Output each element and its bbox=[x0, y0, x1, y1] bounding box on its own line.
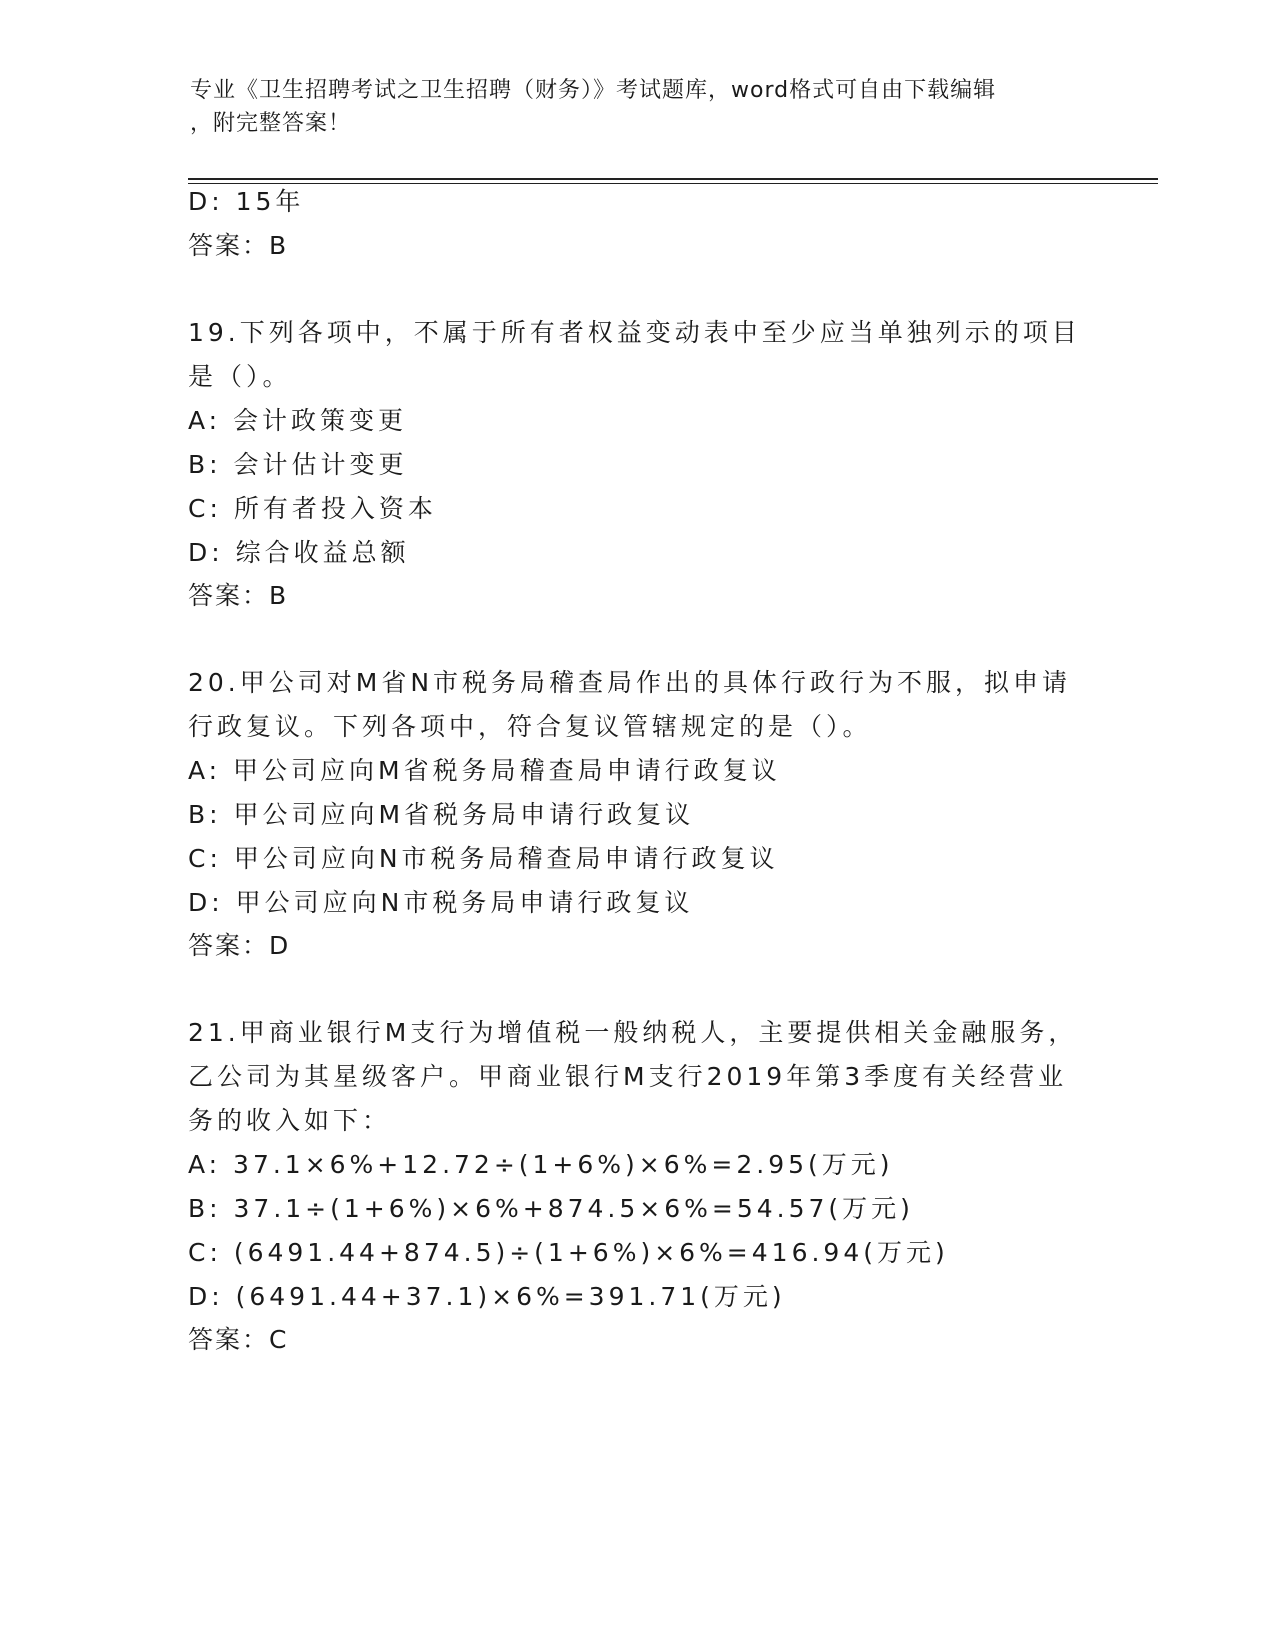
header-line-2: ，附完整答案！ bbox=[190, 111, 352, 136]
q21-stem-line-2: 乙公司为其星级客户。甲商业银行M支行2019年第3季度有关经营业 bbox=[188, 1062, 1068, 1091]
q19-stem-line-1: 19.下列各项中，不属于所有者权益变动表中至少应当单独列示的项目 bbox=[188, 318, 1081, 347]
q19-option-a: A: 会计政策变更 bbox=[188, 406, 408, 435]
q21-stem-line-3: 务的收入如下： bbox=[188, 1106, 392, 1135]
q20-stem-line-1: 20.甲公司对M省N市税务局稽查局作出的具体行政行为不服，拟申请 bbox=[188, 668, 1072, 697]
header-divider-thick bbox=[188, 178, 1158, 180]
q20-option-b: B: 甲公司应向M省税务局申请行政复议 bbox=[188, 800, 695, 829]
q19-option-b: B: 会计估计变更 bbox=[188, 450, 408, 479]
q20-option-d: D: 甲公司应向N市税务局申请行政复议 bbox=[188, 888, 694, 917]
q19-option-c: C: 所有者投入资本 bbox=[188, 494, 437, 523]
q18-answer: 答案：B bbox=[188, 231, 289, 260]
q18-option-d: D: 15年 bbox=[188, 187, 305, 216]
q19-stem-line-2: 是（）。 bbox=[188, 362, 292, 391]
document-header bbox=[190, 74, 1090, 140]
q21-option-d: D: (6491.44+37.1)×6%=391.71(万元) bbox=[188, 1282, 786, 1311]
q20-stem-line-2: 行政复议。下列各项中，符合复议管辖规定的是（）。 bbox=[188, 712, 872, 741]
q20-option-c: C: 甲公司应向N市税务局稽查局申请行政复议 bbox=[188, 844, 779, 873]
q21-option-a: A: 37.1×6%+12.72÷(1+6%)×6%=2.95(万元) bbox=[188, 1150, 894, 1179]
q21-answer: 答案：C bbox=[188, 1325, 289, 1354]
q21-option-c: C: (6491.44+874.5)÷(1+6%)×6%=416.94(万元) bbox=[188, 1238, 949, 1267]
q19-option-d: D: 综合收益总额 bbox=[188, 538, 410, 567]
q19-answer: 答案：B bbox=[188, 581, 289, 610]
q20-answer: 答案：D bbox=[188, 931, 291, 960]
q20-option-a: A: 甲公司应向M省税务局稽查局申请行政复议 bbox=[188, 756, 781, 785]
header-divider-thin bbox=[188, 183, 1158, 184]
q21-stem-line-1: 21.甲商业银行M支行为增值税一般纳税人，主要提供相关金融服务， bbox=[188, 1018, 1078, 1047]
header-line-1: 专业《卫生招聘考试之卫生招聘（财务）》考试题库，word格式可自由下载编辑 bbox=[190, 78, 997, 103]
q21-option-b: B: 37.1÷(1+6%)×6%+874.5×6%=54.57(万元) bbox=[188, 1194, 914, 1223]
